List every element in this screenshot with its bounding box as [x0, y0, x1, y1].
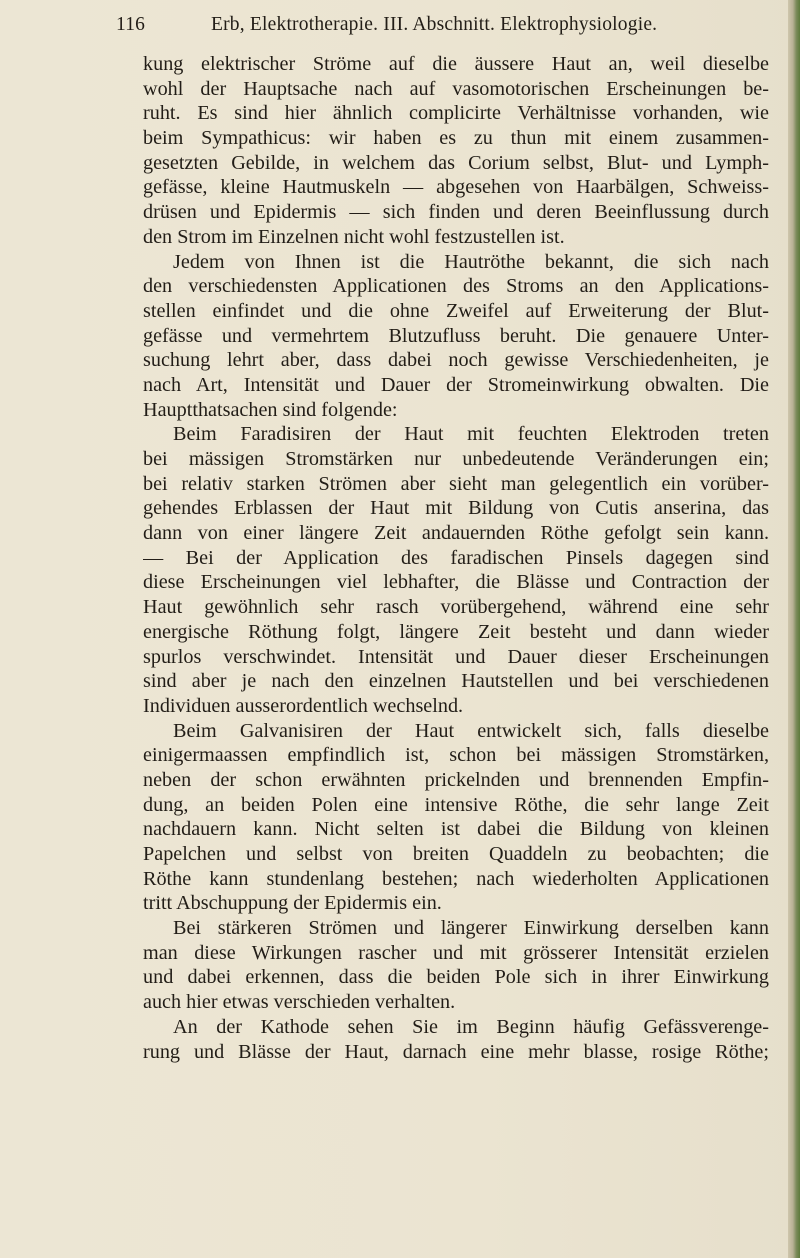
- text-line: Beim Faradisiren der Haut mit feuchten Elektroden treten: [173, 423, 769, 446]
- text-line: bei relativ starken Strömen aber sieht man gelegentlich ein vorüber-: [143, 472, 769, 495]
- page-header: [116, 14, 776, 44]
- text-line: gesetzten Gebilde, in welchem das Corium selbst, Blut- und Lymph-: [143, 151, 769, 174]
- text-line: diese Erscheinungen viel lebhafter, die Blässe und Contraction der: [143, 571, 769, 594]
- text-line: Beim Galvanisiren der Haut entwickelt sich, falls dieselbe: [173, 719, 769, 742]
- text-line: man diese Wirkungen rascher und mit grösserer Intensität erzielen: [143, 941, 769, 964]
- text-line: nachdauern kann. Nicht selten ist dabei die Bildung von kleinen: [143, 818, 769, 841]
- text-line: suchung lehrt aber, dass dabei noch gewisse Verschiedenheiten, je: [143, 349, 769, 372]
- text-line: wohl der Hauptsache nach auf vasomotorischen Erscheinungen be-: [143, 77, 769, 100]
- text-line: Hauptthatsachen sind folgende:: [143, 398, 398, 421]
- text-line: und dabei erkennen, dass die beiden Pole sich in ihrer Einwirkung: [143, 966, 769, 989]
- body-text: [143, 52, 769, 1064]
- text-line: sind aber je nach den einzelnen Hautstellen und bei verschiedenen: [143, 670, 769, 693]
- text-line: gefässe, kleine Hautmuskeln — abgesehen von Haarbälgen, Schweiss-: [143, 176, 769, 199]
- text-line: einigermaassen empfindlich ist, schon bei mässigen Stromstärken,: [143, 744, 769, 767]
- text-line: Röthe kann stundenlang bestehen; nach wiederholten Applicationen: [143, 867, 769, 890]
- page-number: 116: [116, 14, 146, 35]
- text-line: tritt Abschuppung der Epidermis ein.: [143, 892, 442, 915]
- text-line: rung und Blässe der Haut, darnach eine mehr blasse, rosige Röthe;: [143, 1040, 769, 1063]
- text-line: auch hier etwas verschieden verhalten.: [143, 991, 456, 1014]
- text-line: Jedem von Ihnen ist die Hautröthe bekannt, die sich nach: [173, 250, 769, 273]
- text-line: spurlos verschwindet. Intensität und Dauer dieser Erscheinungen: [143, 645, 769, 668]
- text-line: stellen einfindet und die ohne Zweifel auf Erweiterung der Blut-: [143, 299, 769, 322]
- text-line: bei mässigen Stromstärken nur unbedeutende Veränderungen ein;: [143, 448, 769, 470]
- text-line: kung elektrischer Ströme auf die äussere Haut an, weil dieselbe: [143, 53, 769, 75]
- text-line: nach Art, Intensität und Dauer der Stromeinwirkung obwalten. Die: [143, 373, 769, 396]
- text-line: gefässe und vermehrtem Blutzufluss beruht. Die genauere Unter-: [143, 324, 769, 347]
- text-line: Papelchen und selbst von breiten Quaddeln zu beobachten; die: [143, 843, 769, 865]
- text-line: Haut gewöhnlich sehr rasch vorübergehend, während eine sehr: [143, 596, 769, 619]
- text-line: den Strom im Einzelnen nicht wohl festzustellen ist.: [143, 225, 565, 248]
- page-edge: [788, 0, 800, 1258]
- text-line: beim Sympathicus: wir haben es zu thun mit einem zusammen-: [143, 127, 769, 150]
- text-line: dann von einer längere Zeit andauernden Röthe gefolgt sein kann.: [143, 522, 769, 545]
- text-line: neben der schon erwähnten prickelnden und brennenden Empfin-: [143, 768, 769, 791]
- text-line: gehendes Erblassen der Haut mit Bildung von Cutis anserina, das: [143, 497, 769, 520]
- text-line: dung, an beiden Polen eine intensive Röthe, die sehr lange Zeit: [143, 793, 769, 816]
- text-line: ruht. Es sind hier ähnlich complicirte Verhältnisse vorhanden, wie: [143, 102, 769, 125]
- text-line: Bei stärkeren Strömen und längerer Einwirkung derselben kann: [173, 917, 769, 940]
- text-line: drüsen und Epidermis — sich finden und deren Beeinflussung durch: [143, 201, 769, 224]
- text-line: den verschiedensten Applicationen des Stroms an den Applications-: [143, 275, 769, 298]
- text-line: Individuen ausserordentlich wechselnd.: [143, 694, 464, 717]
- text-line: An der Kathode sehen Sie im Beginn häufig Gefässverenge-: [173, 1015, 769, 1038]
- text-line: energische Röthung folgt, längere Zeit besteht und dann wieder: [143, 620, 769, 643]
- running-title: Erb, Elektrotherapie. III. Abschnitt. Elektrophysiologie.: [211, 14, 658, 35]
- text-line: — Bei der Application des faradischen Pinsels dagegen sind: [143, 546, 769, 569]
